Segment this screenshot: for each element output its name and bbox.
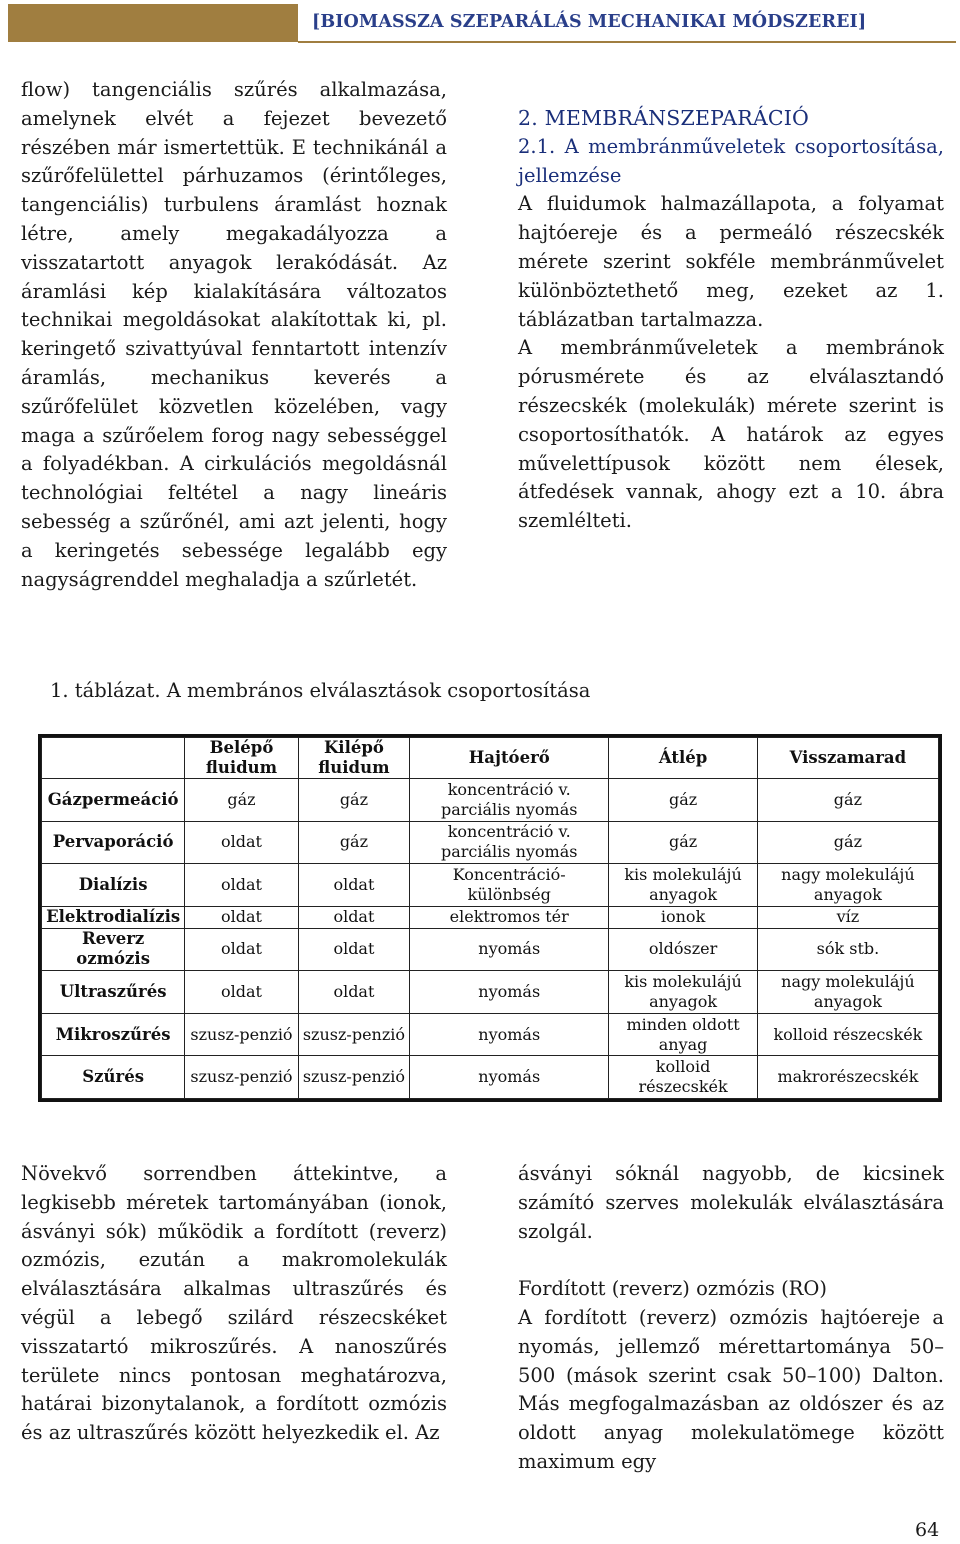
table-row bbox=[42, 928, 939, 971]
table-cell: oldat bbox=[185, 821, 298, 864]
left-column-bottom bbox=[21, 1160, 447, 1448]
table-row bbox=[42, 906, 939, 928]
table-caption: 1. táblázat. A membrános elválasztások csoportosítása bbox=[50, 679, 591, 702]
sub-heading: 2.1. A membránműveletek csoportosítása, jellemzése bbox=[518, 134, 944, 187]
right-column-bottom bbox=[518, 1160, 944, 1477]
table-cell: gáz bbox=[298, 821, 409, 864]
table-cell: makrorészecskék bbox=[757, 1056, 938, 1099]
table-header-cell: Hajtóerő bbox=[410, 738, 609, 779]
body-paragraph: flow) tangenciális szűrés alkalmazása, amelynek elvét a fejezet bevezető részében már ismertettük. E technikánál a szűrőfelülettel párhuzamos (érintőleges, tangenciális) turbulens áramlást hoznak létre, amely megakadályozza a visszatartott anyagok lerakódását. Az áramlási kép kialakítására változatos technikai megoldásokat alakítottak ki, pl. keringető szivattyúval fenntartott intenzív áramlás, mechanikus keverés a szűrőfelület közvetlen közelében, vagy maga a szűrőelem forog nagy sebességgel a folyadékban. A cirkulációs megoldásnál technológiai feltétel a nagy lineáris sebesség a szűrőnél, ami azt jelenti, hogy a keringetés sebessége legalább egy nagyságrenddel meghaladja a szűrletét. bbox=[21, 78, 447, 591]
table-cell: oldat bbox=[298, 971, 409, 1014]
body-paragraph: Növekvő sorrendben áttekintve, a legkisebb méretek tartományában (ionok, ásványi sók) működik a fordított (reverz) ozmózis, ezután a makromolekulák elválasztására alkalmas ultraszűrés és végül a lebegő szilárd részecskéket visszatartó mikroszűrés. A nanoszűrés területe nincs pontosan meghatározva, határai bizonytalanok, a fordított ozmózis és az ultraszűrés között helyezkedik el. Az bbox=[21, 1162, 447, 1445]
table-cell: gáz bbox=[757, 821, 938, 864]
table-cell: szusz-penzió bbox=[185, 1056, 298, 1099]
table-cell: oldat bbox=[298, 906, 409, 928]
table-row-label: Mikroszűrés bbox=[42, 1013, 185, 1056]
page-header bbox=[8, 0, 956, 46]
header-title: [BIOMASSZA SZEPARÁLÁS MECHANIKAI MÓDSZEREI] bbox=[312, 12, 867, 32]
table-cell: nagy molekulájú anyagok bbox=[757, 864, 938, 907]
table-cell: oldat bbox=[185, 971, 298, 1014]
table-row-label: Dialízis bbox=[42, 864, 185, 907]
table-cell: kis molekulájú anyagok bbox=[609, 864, 758, 907]
table-cell: oldószer bbox=[609, 928, 758, 971]
table-row-label: Pervaporáció bbox=[42, 821, 185, 864]
table-row bbox=[42, 971, 939, 1014]
table-row-label: Gázpermeáció bbox=[42, 779, 185, 822]
table-header-cell: Átlép bbox=[609, 738, 758, 779]
table-header-cell: Kilépő fluidum bbox=[298, 738, 409, 779]
table-cell: elektromos tér bbox=[410, 906, 609, 928]
table-cell: oldat bbox=[185, 864, 298, 907]
table-cell: víz bbox=[757, 906, 938, 928]
body-paragraph: A fluidumok halmazállapota, a folyamat hajtóereje és a permeáló részecskék mérete szerint sokféle membránművelet különböztethető meg, ezeket az 1. táblázatban tartalmazza. bbox=[518, 192, 944, 331]
table-cell: kolloid részecskék bbox=[757, 1013, 938, 1056]
table-cell: kolloid részecskék bbox=[609, 1056, 758, 1099]
table-cell: koncentráció v. parciális nyomás bbox=[410, 779, 609, 822]
table-cell: szusz-penzió bbox=[298, 1056, 409, 1099]
table-cell: kis molekulájú anyagok bbox=[609, 971, 758, 1014]
table-cell: nagy molekulájú anyagok bbox=[757, 971, 938, 1014]
table-cell: szusz-penzió bbox=[298, 1013, 409, 1056]
membrane-table bbox=[41, 737, 939, 1099]
table-row-label: Elektrodialízis bbox=[42, 906, 185, 928]
table-cell: oldat bbox=[185, 928, 298, 971]
left-column-top bbox=[21, 76, 447, 594]
table-row-label: Szűrés bbox=[42, 1056, 185, 1099]
table-cell: gáz bbox=[298, 779, 409, 822]
body-paragraph: A fordított (reverz) ozmózis hajtóereje a nyomás, jellemző mérettartománya 50–500 (mások szerint csak 50–100) Dalton. Más megfogalmazásban az oldószer és az oldott anyag molekulatömege között maximum egy bbox=[518, 1305, 944, 1473]
table-cell: nyomás bbox=[410, 971, 609, 1014]
table-cell: minden oldott anyag bbox=[609, 1013, 758, 1056]
section-heading: 2. MEMBRÁNSZEPARÁCIÓ bbox=[518, 106, 810, 130]
table-row bbox=[42, 1056, 939, 1099]
table-cell: gáz bbox=[185, 779, 298, 822]
table-cell: nyomás bbox=[410, 928, 609, 971]
right-column-top bbox=[518, 104, 944, 536]
table-cell: sók stb. bbox=[757, 928, 938, 971]
table-row-label: Ultraszűrés bbox=[42, 971, 185, 1014]
table-header-cell bbox=[42, 738, 185, 779]
table-row bbox=[42, 864, 939, 907]
membrane-table-container bbox=[38, 734, 942, 1102]
header-color-band bbox=[8, 4, 298, 42]
table-cell: nyomás bbox=[410, 1056, 609, 1099]
table-cell: gáz bbox=[609, 779, 758, 822]
body-paragraph: ásványi sóknál nagyobb, de kicsinek számító szerves molekulák elválasztására szolgál. bbox=[518, 1162, 944, 1243]
table-cell: oldat bbox=[298, 864, 409, 907]
table-cell: koncentráció v. parciális nyomás bbox=[410, 821, 609, 864]
table-header-cell: Belépő fluidum bbox=[185, 738, 298, 779]
paragraph-spacer bbox=[518, 1246, 944, 1275]
table-header-row bbox=[42, 738, 939, 779]
body-paragraph: A membránműveletek a membránok pórusmérete és az elválasztandó részecskék (molekulák) mérete szerint is csoportosíthatók. A határok az egyes művelettípusok között nem élesek, átfedések vannak, ahogy ezt a 10. ábra szemlélteti. bbox=[518, 336, 944, 533]
table-row bbox=[42, 821, 939, 864]
table-cell: nyomás bbox=[410, 1013, 609, 1056]
ro-heading: Fordított (reverz) ozmózis (RO) bbox=[518, 1277, 827, 1301]
table-cell: Koncentráció-különbség bbox=[410, 864, 609, 907]
table-cell: gáz bbox=[757, 779, 938, 822]
table-row bbox=[42, 779, 939, 822]
table-cell: oldat bbox=[298, 928, 409, 971]
table-row-label: Reverz ozmózis bbox=[42, 928, 185, 971]
table-cell: oldat bbox=[185, 906, 298, 928]
table-cell: gáz bbox=[609, 821, 758, 864]
table-cell: ionok bbox=[609, 906, 758, 928]
table-row bbox=[42, 1013, 939, 1056]
table-cell: szusz-penzió bbox=[185, 1013, 298, 1056]
table-header-cell: Visszamarad bbox=[757, 738, 938, 779]
page-number: 64 bbox=[915, 1519, 940, 1541]
header-rule bbox=[298, 41, 956, 43]
